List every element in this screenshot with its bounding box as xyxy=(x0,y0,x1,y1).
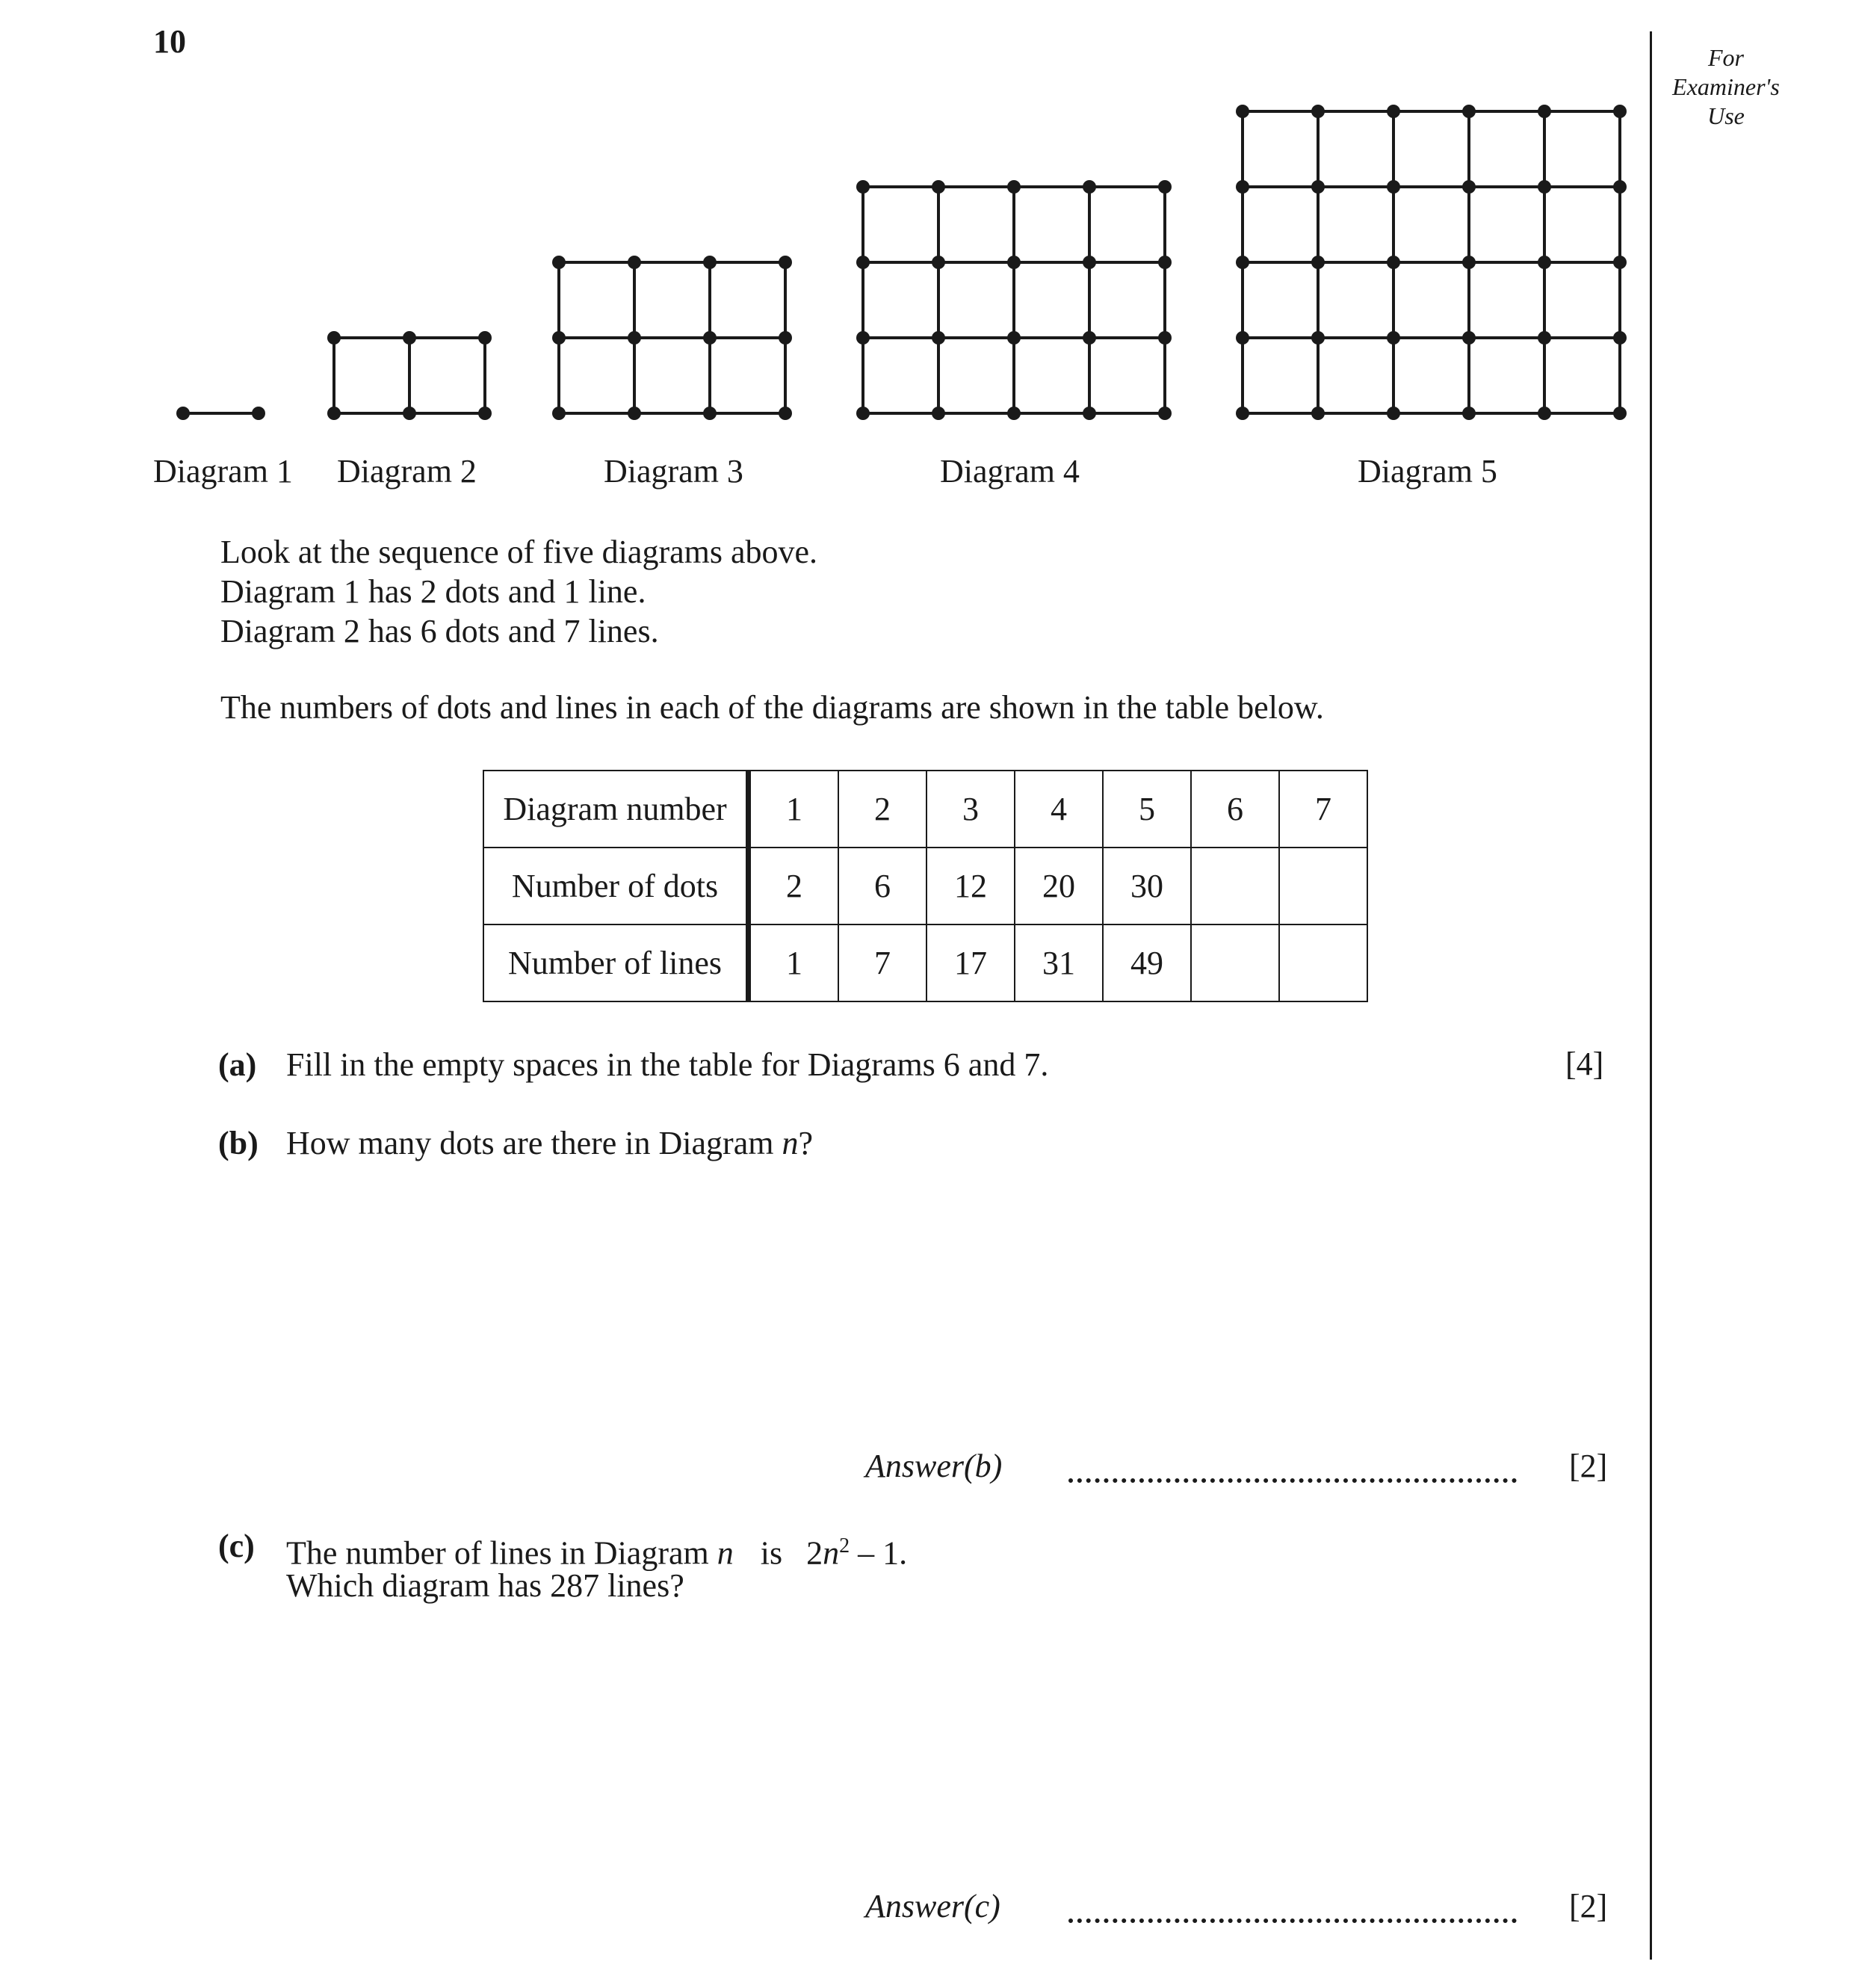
empty-answer-cell[interactable] xyxy=(1279,924,1367,1001)
table-cell: 3 xyxy=(926,771,1015,848)
examiner-use-note xyxy=(1666,43,1786,131)
part-b-text-start: How many dots are there in Diagram xyxy=(286,1125,782,1161)
part-c-text: The number of lines in Diagram xyxy=(286,1534,717,1572)
grid-dot xyxy=(403,407,416,420)
grid-dot xyxy=(552,256,566,269)
formula-rest: – 1. xyxy=(850,1534,908,1572)
grid-dot xyxy=(1613,180,1627,194)
grid-dot xyxy=(1311,256,1325,269)
grid-dot xyxy=(1462,105,1476,118)
grid-dot xyxy=(1387,407,1400,420)
table-cell: 20 xyxy=(1015,848,1103,924)
grid-dot xyxy=(1613,331,1627,345)
grid-dot xyxy=(327,331,341,345)
formula-coefficient: 2 xyxy=(806,1534,823,1572)
table-cell: 1 xyxy=(749,924,839,1001)
grid-dot xyxy=(1236,256,1249,269)
diagram-4 xyxy=(856,180,1172,420)
table-cell: 6 xyxy=(1191,771,1279,848)
grid-dot xyxy=(1311,180,1325,194)
answer-b-line[interactable] xyxy=(1068,1478,1517,1483)
part-a-label: (a) xyxy=(218,1046,257,1083)
diagram-2-label: Diagram 2 xyxy=(337,453,477,490)
grid-dot xyxy=(1158,407,1172,420)
examiner-note-line: Use xyxy=(1707,102,1745,129)
part-b-label: (b) xyxy=(218,1125,259,1161)
grid-dot xyxy=(327,407,341,420)
table-cell: 7 xyxy=(1279,771,1367,848)
grid-dot xyxy=(1538,331,1551,345)
table-cell: 7 xyxy=(838,924,926,1001)
grid-dot xyxy=(552,407,566,420)
diagram-5-label: Diagram 5 xyxy=(1358,453,1497,490)
variable-n: n xyxy=(782,1125,799,1161)
grid-dot xyxy=(856,180,870,194)
table-cell: 30 xyxy=(1103,848,1191,924)
grid-dot xyxy=(1083,256,1096,269)
part-a-text: Fill in the empty spaces in the table for Diagrams 6 and 7. xyxy=(286,1046,1049,1083)
table-cell: 12 xyxy=(926,848,1015,924)
grid-dot xyxy=(552,331,566,345)
row-header: Number of dots xyxy=(483,848,749,924)
grid-dot xyxy=(1158,331,1172,345)
table-row xyxy=(483,924,1367,1001)
grid-dot xyxy=(1236,180,1249,194)
grid-dot xyxy=(1538,256,1551,269)
diagram-3-label: Diagram 3 xyxy=(604,453,743,490)
formula-variable: n xyxy=(823,1534,840,1572)
grid-dot xyxy=(1462,256,1476,269)
empty-answer-cell[interactable] xyxy=(1191,924,1279,1001)
answer-b-label: Answer(b) xyxy=(865,1448,1003,1484)
grid-dot xyxy=(1462,180,1476,194)
grid-dot xyxy=(703,331,717,345)
grid-dot xyxy=(1538,180,1551,194)
part-c-marks: [2] xyxy=(1569,1888,1608,1924)
table-cell: 31 xyxy=(1015,924,1103,1001)
table-cell: 2 xyxy=(749,848,839,924)
part-a-marks: [4] xyxy=(1565,1046,1604,1082)
part-c-label: (c) xyxy=(218,1528,255,1564)
grid-dot xyxy=(779,407,792,420)
grid-dot xyxy=(779,331,792,345)
grid-dot xyxy=(1158,180,1172,194)
table-cell: 4 xyxy=(1015,771,1103,848)
table-cell: 17 xyxy=(926,924,1015,1001)
table-cell: 2 xyxy=(838,771,926,848)
grid-dot xyxy=(1007,407,1021,420)
grid-dot xyxy=(1236,407,1249,420)
part-b-text xyxy=(286,1123,813,1163)
intro-text xyxy=(220,532,817,651)
grid-dot xyxy=(703,256,717,269)
diagram-4-label: Diagram 4 xyxy=(940,453,1080,490)
grid-dot xyxy=(856,331,870,345)
examiner-note-line: For xyxy=(1708,44,1744,71)
grid-dot xyxy=(628,407,641,420)
grid-dot xyxy=(1311,105,1325,118)
variable-n: n xyxy=(717,1534,734,1572)
answer-c-line[interactable] xyxy=(1068,1918,1517,1923)
grid-dot xyxy=(1236,331,1249,345)
grid-dot xyxy=(628,256,641,269)
grid-dot xyxy=(1538,105,1551,118)
grid-dot xyxy=(1083,407,1096,420)
grid-dot xyxy=(478,407,492,420)
diagram-3 xyxy=(552,256,792,420)
grid-dot xyxy=(856,407,870,420)
grid-dot xyxy=(478,331,492,345)
grid-dot xyxy=(1236,105,1249,118)
grid-dot xyxy=(1311,407,1325,420)
intro-line: Diagram 2 has 6 dots and 7 lines. xyxy=(220,613,659,649)
dots-lines-table xyxy=(483,770,1368,1002)
grid-dot xyxy=(403,331,416,345)
empty-answer-cell[interactable] xyxy=(1191,848,1279,924)
grid-dot xyxy=(856,256,870,269)
grid-dot xyxy=(1613,256,1627,269)
grid-dot xyxy=(1387,105,1400,118)
grid-dot xyxy=(1158,256,1172,269)
grid-dot xyxy=(1007,256,1021,269)
part-b-marks: [2] xyxy=(1569,1448,1608,1484)
table-cell: 6 xyxy=(838,848,926,924)
examiner-note-line: Examiner's xyxy=(1672,73,1780,100)
table-cell: 5 xyxy=(1103,771,1191,848)
intro-line: Diagram 1 has 2 dots and 1 line. xyxy=(220,573,646,610)
part-c-is: is xyxy=(760,1534,783,1572)
diagram-2 xyxy=(327,331,492,420)
table-cell: 49 xyxy=(1103,924,1191,1001)
table-intro: The numbers of dots and lines in each of the diagrams are shown in the table below. xyxy=(220,689,1324,726)
grid-dot xyxy=(932,331,945,345)
row-header: Diagram number xyxy=(483,771,749,848)
grid-dot xyxy=(1613,407,1627,420)
grid-dot xyxy=(932,256,945,269)
table-cell: 1 xyxy=(749,771,839,848)
grid-dot xyxy=(1387,180,1400,194)
grid-dot xyxy=(252,407,265,420)
grid-dot xyxy=(932,180,945,194)
examiner-margin-line xyxy=(1650,31,1652,1960)
formula-exponent: 2 xyxy=(839,1534,850,1558)
grid-dot xyxy=(779,256,792,269)
table-row xyxy=(483,848,1367,924)
grid-dot xyxy=(176,407,190,420)
intro-line: Look at the sequence of five diagrams above. xyxy=(220,534,818,570)
dot-line-diagrams xyxy=(0,0,1644,433)
grid-dot xyxy=(1083,331,1096,345)
diagram-5 xyxy=(1236,105,1627,420)
grid-dot xyxy=(1538,407,1551,420)
grid-dot xyxy=(932,407,945,420)
grid-dot xyxy=(1613,105,1627,118)
grid-dot xyxy=(1462,407,1476,420)
grid-dot xyxy=(1083,180,1096,194)
grid-dot xyxy=(628,331,641,345)
table-row xyxy=(483,771,1367,848)
grid-dot xyxy=(703,407,717,420)
row-header: Number of lines xyxy=(483,924,749,1001)
page-number: 10 xyxy=(153,23,186,60)
empty-answer-cell[interactable] xyxy=(1279,848,1367,924)
grid-dot xyxy=(1007,180,1021,194)
grid-dot xyxy=(1387,256,1400,269)
part-b-text-end: ? xyxy=(798,1125,813,1161)
part-c-line-2: Which diagram has 287 lines? xyxy=(286,1567,684,1604)
grid-dot xyxy=(1387,331,1400,345)
grid-dot xyxy=(1462,331,1476,345)
answer-c-label: Answer(c) xyxy=(865,1888,1000,1924)
grid-dot xyxy=(1007,331,1021,345)
grid-dot xyxy=(1311,331,1325,345)
diagram-1-label: Diagram 1 xyxy=(153,453,293,490)
diagram-1 xyxy=(176,407,265,420)
